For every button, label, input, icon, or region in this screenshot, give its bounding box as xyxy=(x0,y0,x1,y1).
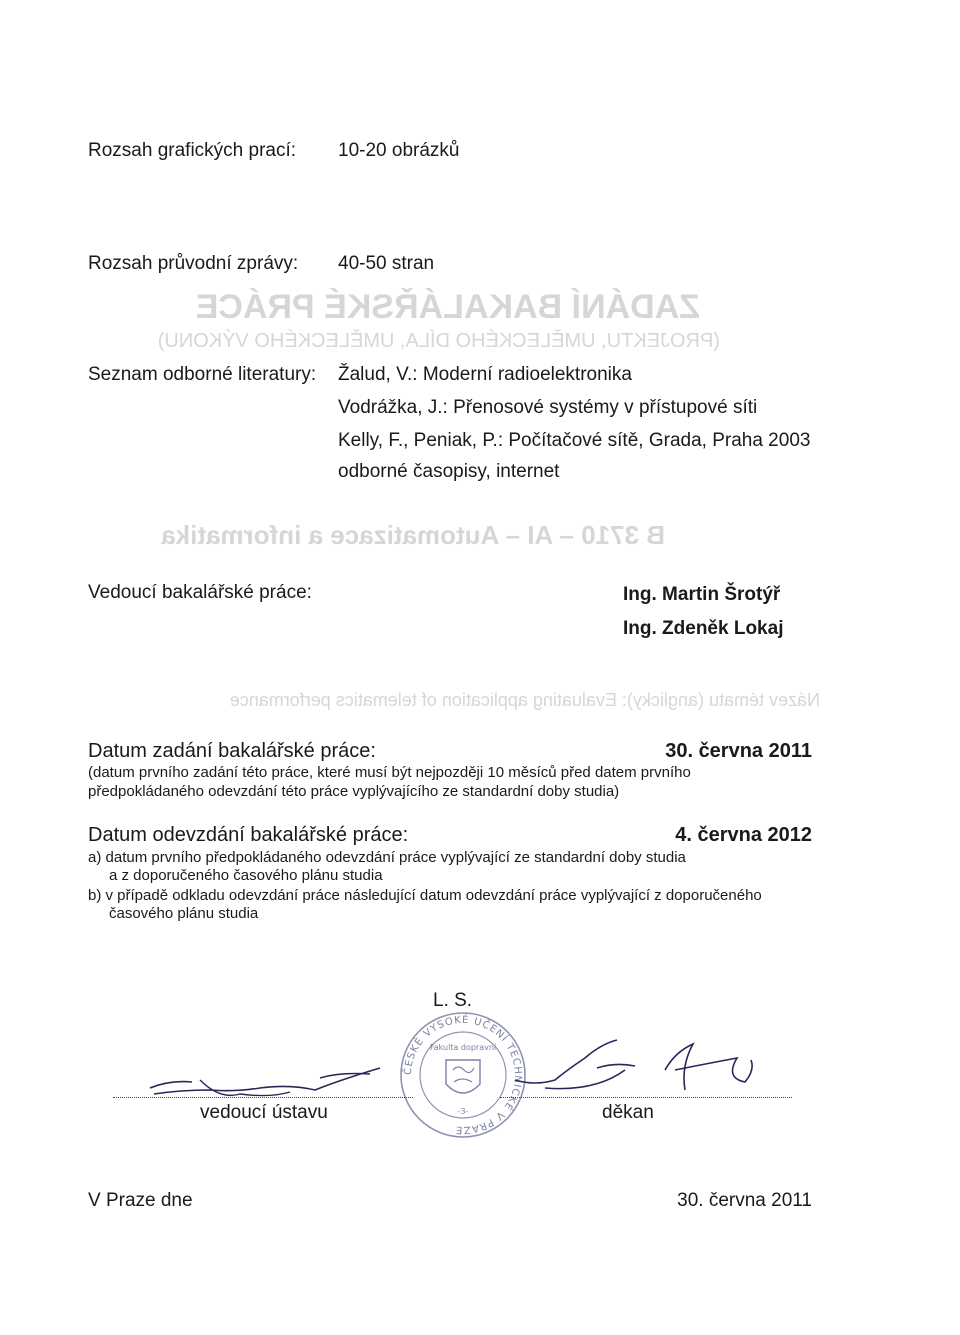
submission-note-b: časového plánu studia xyxy=(109,905,259,922)
seal-inner-text: Fakulta dopravní xyxy=(429,1043,497,1052)
seal-number: -3- xyxy=(457,1107,469,1116)
bleed-through-heading: ZADÁNÍ BAKALÁŘSKÉ PRÁCE xyxy=(195,288,700,326)
assignment-date-label: Datum zadání bakalářské práce: xyxy=(88,740,376,762)
literature-item: Vodrážka, J.: Přenosové systémy v přístupové síti xyxy=(338,397,758,418)
literature-item: Kelly, F., Peniak, P.: Počítačové sítě, Grada, Praha 2003 xyxy=(338,430,811,451)
signature-left xyxy=(140,1050,400,1110)
supervisor-name: Ing. Zdeněk Lokaj xyxy=(623,618,784,639)
literature-item: odborné časopisy, internet xyxy=(338,461,560,482)
bleed-through-code: B 3710 – AI – Automatizace a informatika xyxy=(161,520,665,550)
assignment-date-note: předpokládaného odevzdání této práce vyplývajícího ze standardní doby studia) xyxy=(88,783,620,800)
assignment-date-value: 30. června 2011 xyxy=(665,740,812,762)
submission-date-value: 4. června 2012 xyxy=(675,824,812,846)
submission-note-b: b) v případě odkladu odevzdání práce následující datum odevzdání práce vyplývající z doporučeného xyxy=(88,887,762,904)
literature-item: Žalud, V.: Moderní radioelektronika xyxy=(338,364,632,385)
seal-ring-text: ČESKÉ VYSOKÉ UČENÍ TECHNICKÉ V PRAZE xyxy=(402,1014,524,1136)
signature-label-left: vedoucí ústavu xyxy=(200,1102,328,1123)
footer-date: 30. června 2011 xyxy=(677,1190,812,1211)
place-label: V Praze dne xyxy=(88,1190,193,1211)
signature-label-right: děkan xyxy=(602,1102,654,1123)
bleed-through-title: Název tématu (anglicky): Evaluating application of telematics performance xyxy=(229,690,820,710)
graphics-scope-label: Rozsah grafických prací: xyxy=(88,140,297,161)
supervisor-label: Vedoucí bakalářské práce: xyxy=(88,582,312,603)
report-scope-label: Rozsah průvodní zprávy: xyxy=(88,253,299,274)
report-scope-value: 40-50 stran xyxy=(338,253,435,274)
bleed-through-subheading: (PROJEKTU, UMĚLECKÉHO DÍLA, UMĚLECKÉHO VÝKONU) xyxy=(157,330,720,352)
literature-label: Seznam odborné literatury: xyxy=(88,364,317,385)
submission-date-label: Datum odevzdání bakalářské práce: xyxy=(88,824,409,846)
submission-note-a: a z doporučeného časového plánu studia xyxy=(109,867,383,884)
ls-mark: L. S. xyxy=(433,990,473,1011)
signature-right xyxy=(505,1030,765,1100)
supervisor-name: Ing. Martin Šrotýř xyxy=(623,584,781,605)
submission-note-a: a) datum prvního předpokládaného odevzdání práce vyplývající ze standardní doby studia xyxy=(88,849,686,866)
assignment-date-note: (datum prvního zadání této práce, které musí být nejpozději 10 měsíců před datem prvního xyxy=(88,764,691,781)
graphics-scope-value: 10-20 obrázků xyxy=(338,140,460,161)
